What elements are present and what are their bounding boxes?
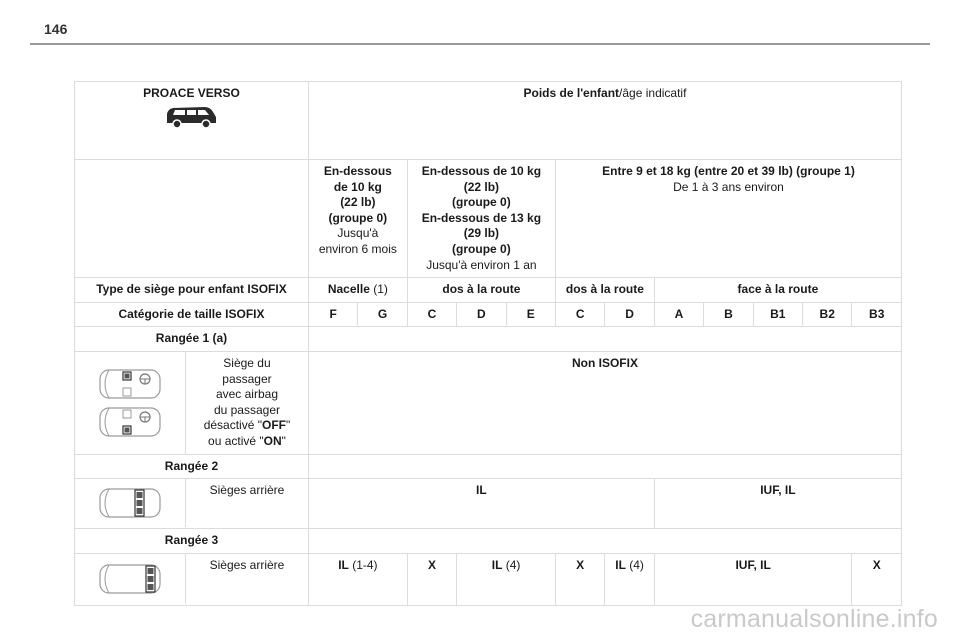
value-main: IL [491, 557, 503, 572]
row-2-value: IUF, IL [654, 479, 901, 529]
group-text: environ 6 mois [318, 241, 397, 256]
group-text: Jusqu'à environ 1 an [426, 257, 537, 272]
row-1-title: Rangée 1 (a) [75, 327, 309, 352]
group-text: (groupe 0) [452, 241, 511, 256]
row-1-content-row [75, 351, 902, 454]
header-rule [30, 43, 930, 45]
weight-label: Poids de l'enfant [523, 86, 620, 100]
row-2-icon-cell [75, 479, 186, 527]
size-class-value: A [654, 302, 703, 327]
group-text: En-dessous de 10 kg [421, 164, 542, 178]
row-3-desc: Sièges arrière [209, 557, 285, 572]
size-class-value: E [506, 302, 555, 327]
seat-type-row [75, 278, 902, 303]
group-text: Entre 9 et 18 kg (entre 20 et 39 lb) (groupe 1) [602, 164, 855, 178]
group-text: (groupe 0) [452, 195, 511, 210]
size-class-value: B1 [753, 302, 802, 327]
nacelle-cell [308, 278, 407, 303]
value-main: IL [338, 557, 349, 572]
table-header-row [75, 82, 902, 160]
van-side-icon [163, 102, 219, 130]
row-1-desc-cell [75, 351, 309, 454]
off-label: OFF [261, 418, 286, 433]
row-1-desc [186, 352, 308, 454]
group-2-cell [407, 160, 555, 278]
row-3-content-row [75, 553, 902, 605]
size-class-value: G [358, 302, 407, 327]
empty-cell [75, 160, 309, 278]
weight-groups-row [75, 160, 902, 278]
desc-part: ou activé " [208, 433, 264, 448]
size-class-value: C [407, 302, 456, 327]
size-class-row [75, 302, 902, 327]
desc-text: passager [222, 371, 272, 386]
group-text: Jusqu'à [337, 226, 379, 241]
row-2-content-row [75, 479, 902, 529]
group-text: En-dessous de 13 kg [421, 210, 542, 225]
value-note: (4) [502, 557, 521, 572]
row-2-title: Rangée 2 [75, 454, 309, 479]
watermark: carmanualsonline.info [690, 605, 938, 633]
empty-cell [308, 529, 901, 554]
van-top-row2-icon [97, 486, 163, 520]
rear-facing-cell: dos à la route [555, 278, 654, 303]
row-3-icon-cell [75, 554, 186, 604]
weight-header-cell [308, 82, 901, 160]
row-3-title: Rangée 3 [75, 529, 309, 554]
empty-cell [308, 327, 901, 352]
row-3-value: X [555, 553, 604, 605]
row-3-value: IUF, IL [654, 553, 852, 605]
group-3-cell [555, 160, 901, 278]
value-note: (4) [625, 557, 644, 572]
size-class-value: B3 [852, 302, 902, 327]
value-main: IL [615, 557, 626, 572]
group-text: En-dessous [323, 164, 392, 178]
row-3-desc-cell [75, 553, 309, 605]
empty-cell [308, 454, 901, 479]
seat-type-label: Type de siège pour enfant ISOFIX [75, 278, 309, 303]
isofix-table [74, 81, 902, 606]
group-1-cell [308, 160, 407, 278]
group-text: de 10 kg [333, 179, 382, 194]
desc-text [189, 434, 305, 450]
row-3-value [605, 553, 654, 605]
model-label: PROACE VERSO [143, 86, 240, 100]
van-top-front-seat-icon [97, 405, 163, 439]
row-2-title-row [75, 454, 902, 479]
desc-part: " [281, 433, 286, 448]
size-class-value: B2 [803, 302, 852, 327]
van-top-row3-icon [97, 562, 163, 596]
weight-sub-label: /âge indicatif [619, 86, 687, 100]
desc-part: désactivé " [203, 418, 262, 433]
desc-text: avec airbag [215, 387, 278, 402]
row-1-title-row [75, 327, 902, 352]
row-3-value: X [407, 553, 456, 605]
rear-facing-cell: dos à la route [407, 278, 555, 303]
nacelle-note: (1) [369, 282, 388, 297]
row-3-title-row [75, 529, 902, 554]
desc-text: Siège du [223, 355, 271, 370]
row-3-value [457, 553, 556, 605]
group-text: (groupe 0) [328, 210, 388, 225]
group-text: (22 lb) [340, 195, 376, 210]
group-text: De 1 à 3 ans environ [673, 179, 784, 194]
desc-part: " [285, 418, 291, 433]
row-3-value [308, 553, 407, 605]
nacelle-label: Nacelle [327, 282, 370, 297]
row-2-value: IL [308, 479, 654, 529]
size-class-value: D [605, 302, 654, 327]
group-text: (29 lb) [463, 226, 500, 241]
size-class-value: C [555, 302, 604, 327]
forward-facing-cell: face à la route [654, 278, 901, 303]
row-2-desc: Sièges arrière [209, 483, 285, 498]
row-2-desc-cell [75, 479, 309, 529]
row-1-value: Non ISOFIX [308, 351, 901, 454]
row-3-value: X [852, 553, 902, 605]
size-class-value: B [704, 302, 753, 327]
desc-text: du passager [213, 402, 280, 417]
size-class-label: Catégorie de taille ISOFIX [75, 302, 309, 327]
van-top-front-seat-icon [97, 367, 163, 401]
value-note: (1-4) [348, 557, 378, 572]
group-text: (22 lb) [463, 179, 500, 194]
size-class-value: F [308, 302, 357, 327]
size-class-value: D [457, 302, 506, 327]
desc-text [189, 418, 305, 434]
row-1-icon-cell [75, 352, 186, 454]
on-label: ON [263, 433, 282, 448]
model-cell [75, 82, 309, 160]
page-number: 146 [44, 21, 68, 37]
